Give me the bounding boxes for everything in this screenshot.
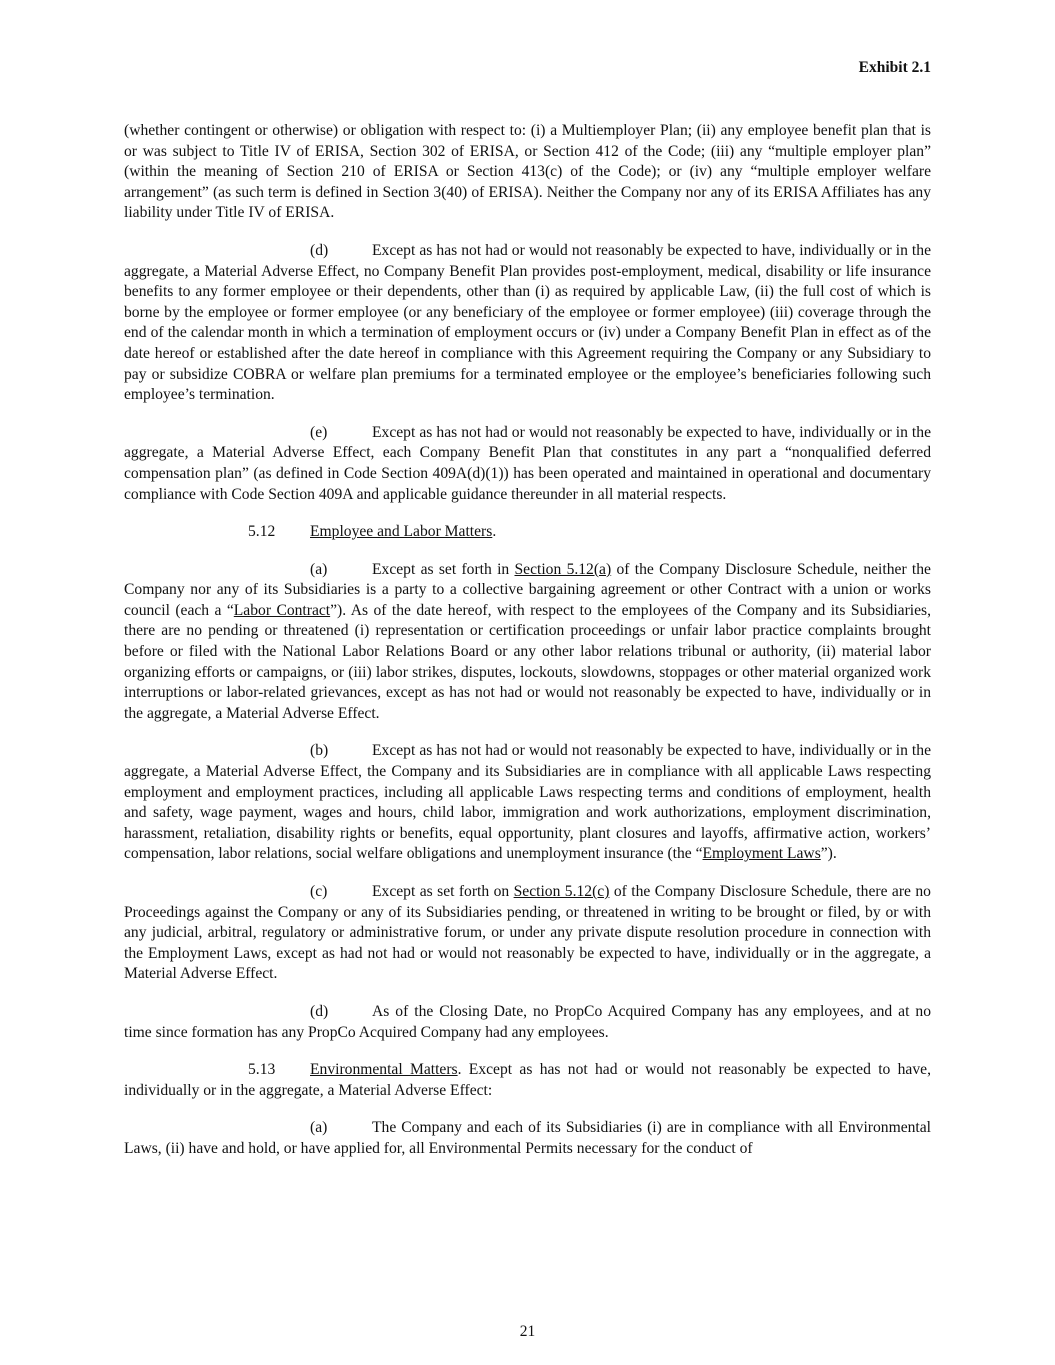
paragraph-text: Except as set forth on: [372, 883, 514, 900]
item-label: (a): [310, 560, 328, 578]
paragraph-text: Except as set forth in: [372, 560, 515, 578]
paragraph-text: ”). As of the date hereof, with respect to the employees of the Company and its Subsidiaries, there are no pending or threatened (i) representation or certification proceedings or unfair labor practice complaints brought before or filed with the National Labor Relations Board or any other labor relations tribunal or authority, (ii) material labor organizing efforts or campaigns, or (iii) labor strikes, disputes, lockouts, slowdowns, stoppages or other material organized work interruptions or labor-related grievances, except as has not had or would not reasonably be expected to have, individually or in the aggregate, a Material Adverse Effect.: [124, 601, 931, 722]
item-label: (a): [310, 1119, 328, 1137]
section-heading-5-13: [124, 1060, 931, 1101]
paragraph-continuation: [124, 121, 931, 224]
item-label: (e): [310, 423, 328, 441]
paragraph-text: of the Company Disclosure Schedule, neither the Company nor any of its Subsidiaries is a party to a collective bargaining agreement or other Contract with a union or works council (each a “: [124, 560, 931, 619]
paragraph-d-benefits: [124, 241, 931, 406]
item-label: (c): [310, 883, 328, 900]
item-label: (b): [310, 742, 329, 760]
paragraph-5-12-a: [124, 560, 931, 725]
paragraph-text: As of the Closing Date, no PropCo Acquired Company has any employees, and at no time since formation has any PropCo Acquired Company had any employees.: [124, 1002, 931, 1041]
section-reference: Section 5.12(c): [513, 883, 610, 900]
paragraph-e-deferred-comp: [124, 423, 931, 505]
paragraph-5-12-c: [124, 882, 931, 985]
section-title-end: .: [492, 523, 497, 541]
page-number: 21: [519, 1323, 536, 1340]
defined-term: Labor Contract: [233, 601, 331, 619]
exhibit-label: Exhibit 2.1: [858, 59, 931, 76]
paragraph-text: Except as has not had or would not reasonably be expected to have, individually or in the aggregate, a Material Adverse Effect, each Company Benefit Plan that constitutes in any part a “nonqualified deferred compensation plan” (as defined in Code Section 409A(d)(1)) has been operated and maintained in operational and documentary compliance with Code Section 409A and applicable guidance thereunder in all material respects.: [124, 423, 931, 503]
paragraph-text: Except as has not had or would not reasonably be expected to have, individually or in the aggregate, a Material Adverse Effect, the Company and its Subsidiaries are in compliance with all applicable Laws respecting employment and employment practices, including all applicable Laws respecting terms and conditions of employment, health and safety, wage payment, wages and hours, child labor, immigration and work authorizations, employment discrimination, harassment, retaliation, disability rights or benefits, equal opportunity, plant closures and layoffs, affirmative action, workers’ compensation, labor relations, social welfare obligations and unemployment insurance (the “: [124, 742, 931, 863]
item-label: (d): [310, 241, 329, 259]
paragraph-text: ”).: [820, 845, 837, 863]
defined-term: Employment Laws: [702, 845, 821, 863]
paragraph-text: (whether contingent or otherwise) or obligation with respect to: (i) a Multiemployer Plan; (ii) any employee benefit plan that is or was subject to Title IV of ERISA, Section 302 of ERISA, or Section 412 of the Code; (iii) any “multiple employer plan” (within the meaning of Section 210 of ERISA or Section 413(c) of the Code); or (iv) any “multiple employer welfare arrangement” (as such term is defined in Section 3(40) of ERISA). Neither the Company nor any of its ERISA Affiliates has any liability under Title IV of ERISA.: [124, 122, 931, 222]
item-label: (d): [310, 1002, 329, 1020]
section-number: 5.12: [248, 523, 276, 541]
section-title: Employee and Labor Matters: [310, 523, 493, 541]
paragraph-5-12-d: [124, 1002, 931, 1043]
paragraph-5-13-a: [124, 1118, 931, 1159]
paragraph-text: The Company and each of its Subsidiaries (i) are in compliance with all Environmental Laws, (ii) have and hold, or have applied for, all Environmental Permits necessary for the conduct of: [124, 1119, 931, 1157]
section-number: 5.13: [248, 1061, 276, 1079]
section-reference: Section 5.12(a): [514, 560, 612, 578]
section-title: Environmental Matters: [310, 1061, 458, 1079]
paragraph-text: of the Company Disclosure Schedule, there are no Proceedings against the Company or any of its Subsidiaries pending, or threatened in writing to be brought or filed, by or with any judicial, arbitral, regulatory or administrative forum, or under any private dispute resolution procedure in connection with the Employment Laws, except as had not had or would not reasonably be expected to have, individually or in the aggregate, a Material Adverse Effect.: [124, 883, 931, 983]
paragraph-text: Except as has not had or would not reasonably be expected to have, individually or in the aggregate, a Material Adverse Effect, no Company Benefit Plan provides post-employment, medical, disability or life insurance benefits to any former employee or their dependents, other than (i) as required by applicable Law, (ii) the full cost of which is borne by the employee or former employee (or any beneficiary of the employee or former employee) (iii) coverage through the end of the calendar month in which a termination of employment occurs or (iv) under a Company Benefit Plan in effect as of the date hereof or established after the date hereof in compliance with this Agreement requiring the Company or any Subsidiary to pay or subsidize COBRA or welfare plan premiums for a terminated employee or the employee’s beneficiaries following such employee’s termination.: [124, 241, 931, 404]
paragraph-text: . Except as has not had or would not reasonably be expected to have, individually or in the aggregate, a Material Adverse Effect:: [124, 1061, 931, 1099]
paragraph-5-12-b: [124, 741, 931, 865]
section-heading-5-12: [124, 522, 931, 543]
document-body: [124, 121, 931, 1177]
